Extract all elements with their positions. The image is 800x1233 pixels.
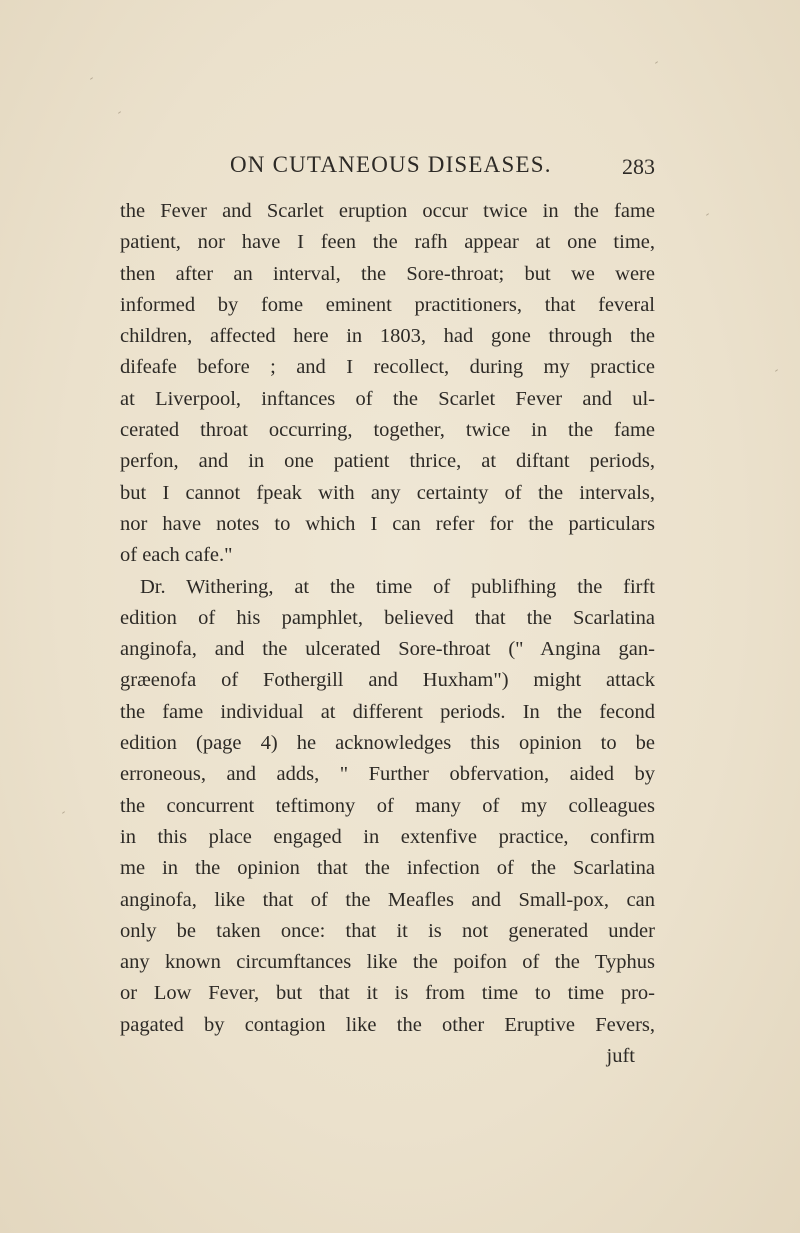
catchword: juft <box>606 1045 635 1068</box>
text-line: the fame individual at different periods. In the fecond <box>120 700 655 723</box>
paper-speck <box>706 213 709 216</box>
text-line: edition (page 4) he acknowledges this opinion to be <box>120 732 655 755</box>
text-line: edition of his pamphlet, believed that the Scarlatina <box>120 606 655 629</box>
paper-speck <box>118 111 121 114</box>
text-line: erroneous, and adds, " Further obfervation, aided by <box>120 763 655 786</box>
text-line: in this place engaged in extenfive practice, confirm <box>120 825 655 848</box>
text-line: græenofa of Fothergill and Huxham") might attack <box>120 669 655 692</box>
text-line: me in the opinion that the infection of the Scarlatina <box>120 857 655 880</box>
text-line: patient, nor have I feen the rafh appear at one time, <box>120 231 655 254</box>
text-line: only be taken once: that it is not generated under <box>120 919 655 942</box>
running-title: ON CUTANEOUS DISEASES. <box>230 152 552 177</box>
text-line: the concurrent teftimony of many of my colleagues <box>120 794 655 817</box>
page-number: 283 <box>622 154 655 179</box>
text-line: nor have notes to which I can refer for the particulars <box>120 512 655 535</box>
paper-speck <box>655 61 658 64</box>
text-line: of each cafe." <box>120 544 233 567</box>
text-line: the Fever and Scarlet eruption occur twice in the fame <box>120 200 655 222</box>
text-line: cerated throat occurring, together, twice in the fame <box>120 419 655 442</box>
text-line: then after an interval, the Sore-throat; but we were <box>120 262 655 285</box>
text-line: difeafe before ; and I recollect, during my practice <box>120 356 655 379</box>
text-line: informed by fome eminent practitioners, that feveral <box>120 293 655 316</box>
paper-speck <box>62 811 65 814</box>
text-line: anginofa, like that of the Meafles and Small-pox, can <box>120 888 655 911</box>
text-line: Dr. Withering, at the time of publifhing the firft <box>140 575 655 598</box>
text-line: pagated by contagion like the other Eruptive Fevers, <box>120 1013 655 1036</box>
text-line: at Liverpool, inftances of the Scarlet Fever and ul- <box>120 387 655 410</box>
body-text <box>120 196 655 1072</box>
text-line: any known circumftances like the poifon of the Typhus <box>120 951 655 974</box>
paper-speck <box>775 369 778 372</box>
text-line: or Low Fever, but that it is from time to time pro- <box>120 982 655 1005</box>
page-header <box>120 152 655 186</box>
text-line: perfon, and in one patient thrice, at diftant periods, <box>120 450 655 473</box>
text-line: but I cannot fpeak with any certainty of the intervals, <box>120 481 655 504</box>
text-line: children, affected here in 1803, had gone through the <box>120 325 655 348</box>
paper-speck <box>90 77 93 80</box>
text-line: anginofa, and the ulcerated Sore-throat (" Angina gan- <box>120 638 655 661</box>
